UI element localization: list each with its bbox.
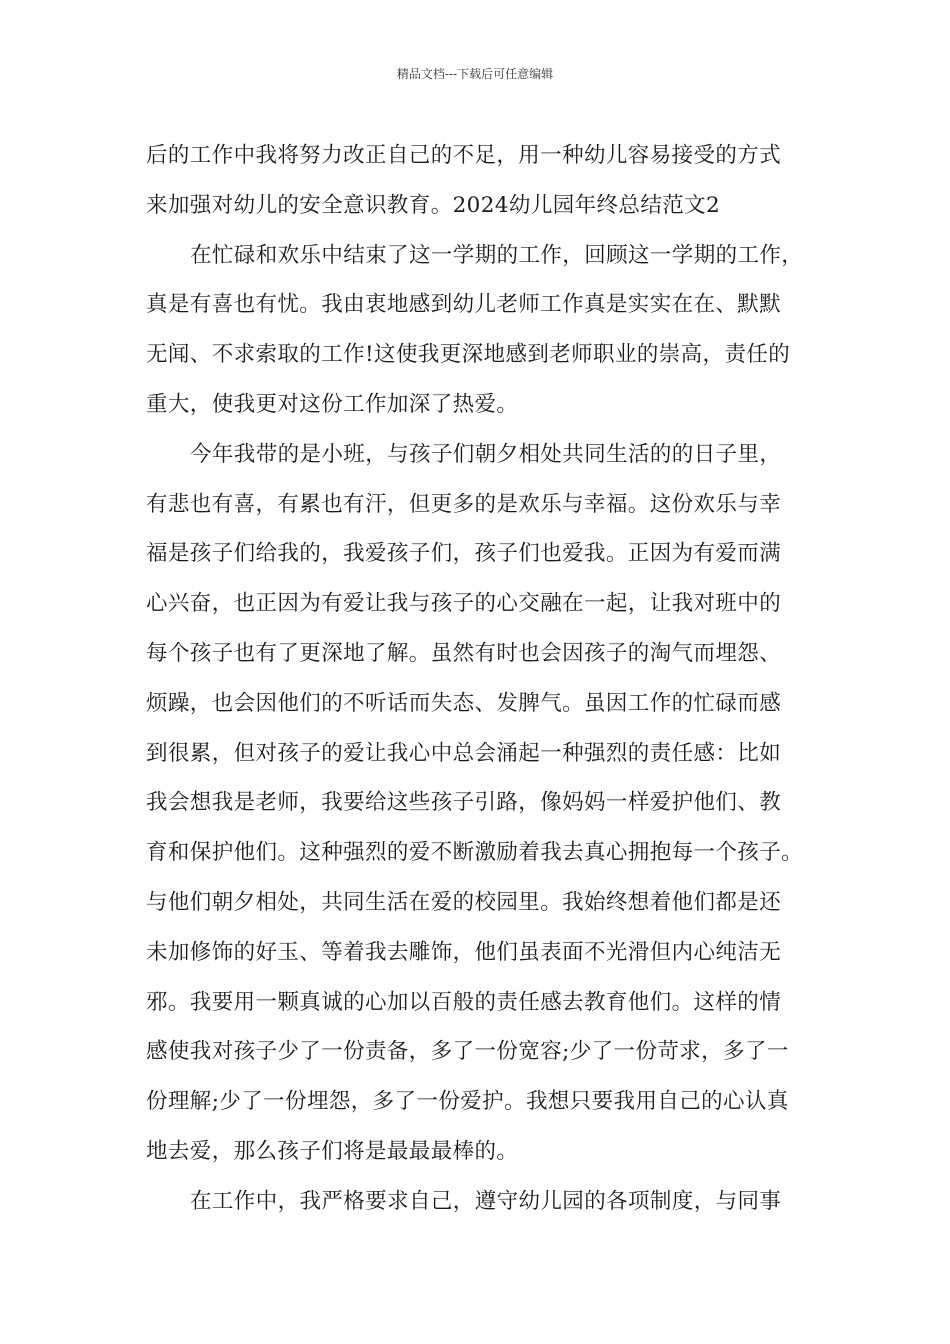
text-line: 后的工作中我将努力改正自己的不足，用一种幼儿容易接受的方式 xyxy=(146,143,782,168)
document-body xyxy=(146,131,826,1227)
page-header: 精品文档---下载后可任意编辑 xyxy=(396,67,554,81)
text-line: 感使我对孩子少了一份责备，多了一份宽容;少了一份苛求，多了一 xyxy=(146,1039,789,1065)
text-line: 真是有喜也有忧。我由衷地感到幼儿老师工作真是实实在在、默默 xyxy=(146,292,782,318)
text-line: 有悲也有喜，有累也有汗，但更多的是欢乐与幸福。这份欢乐与幸 xyxy=(146,491,782,517)
paragraph-work-attitude xyxy=(146,1177,826,1227)
text-line: 无闻、不求索取的工作!这使我更深地感到老师职业的崇高，责任的 xyxy=(146,342,791,368)
text-line: 重大，使我更对这份工作加深了热爱。 xyxy=(146,391,519,417)
text-line: 来加强对幼儿的安全意识教育。2024幼儿园年终总结范文2 xyxy=(146,192,721,218)
text-line: 与他们朝夕相处，共同生活在爱的校园里。我始终想着他们都是还 xyxy=(146,889,782,915)
text-line: 邪。我要用一颗真诚的心加以百般的责任感去教育他们。这样的情 xyxy=(146,989,782,1015)
text-line: 在工作中，我严格要求自己，遵守幼儿园的各项制度，与同事 xyxy=(190,1188,782,1214)
text-line: 心兴奋，也正因为有爱让我与孩子的心交融在一起，让我对班中的 xyxy=(146,591,782,617)
text-line: 在忙碌和欢乐中结束了这一学期的工作，回顾这一学期的工作， xyxy=(190,242,804,268)
text-line: 福是孩子们给我的，我爱孩子们，孩子们也爱我。正因为有爱而满 xyxy=(146,541,782,567)
text-line: 未加修饰的好玉、等着我去雕饰，他们虽表面不光滑但内心纯洁无 xyxy=(146,939,782,965)
text-line: 份理解;少了一份埋怨，多了一份爱护。我想只要我用自己的心认真 xyxy=(146,1089,789,1115)
text-line: 烦躁，也会因他们的不听话而失态、发脾气。虽因工作的忙碌而感 xyxy=(146,690,782,716)
paragraph-small-class xyxy=(146,430,826,1177)
text-line: 今年我带的是小班，与孩子们朝夕相处共同生活的的日子里， xyxy=(190,441,782,467)
text-line: 到很累，但对孩子的爱让我心中总会涌起一种强烈的责任感：比如 xyxy=(146,740,782,766)
paragraph-reflection xyxy=(146,231,826,430)
text-line: 每个孩子也有了更深地了解。虽然有时也会因孩子的淘气而埋怨、 xyxy=(146,640,782,666)
text-line: 育和保护他们。这种强烈的爱不断激励着我去真心拥抱每一个孩子。 xyxy=(146,840,804,866)
text-line: 地去爱，那么孩子们将是最最最棒的。 xyxy=(146,1138,519,1164)
paragraph-continuation xyxy=(146,131,826,231)
text-line: 我会想我是老师，我要给这些孩子引路，像妈妈一样爱护他们、教 xyxy=(146,790,782,816)
